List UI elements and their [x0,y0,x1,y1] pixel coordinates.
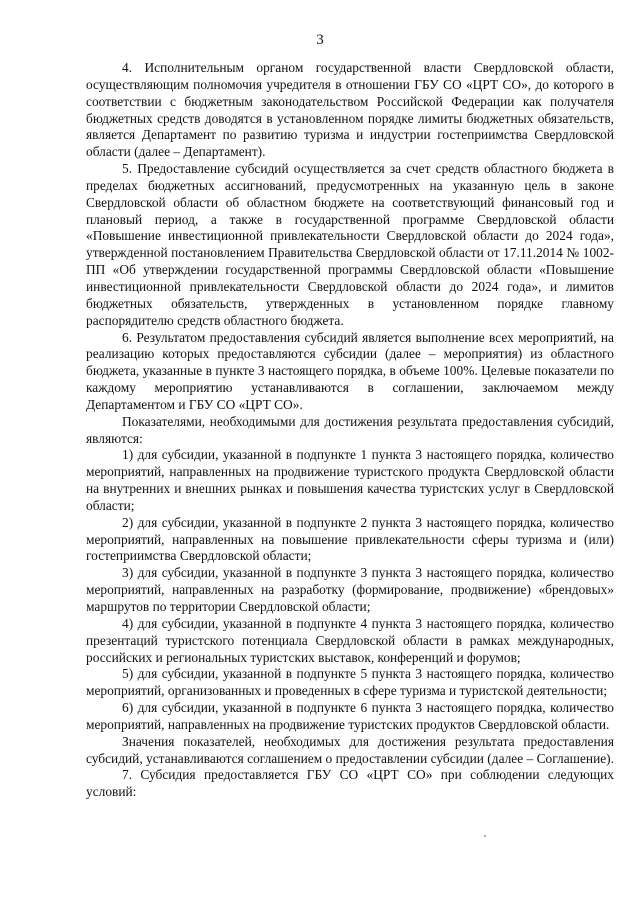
scan-speck [484,835,486,837]
paragraph-4: 4. Исполнительным органом государственной власти Свердловской области, осуществляющим полномочия учредителя в отношении ГБУ СО «ЦРТ СО», до которого в соответствии с бюджетным законодательством Российской Федерации как получателя бюджетных средств доводятся в установленном порядке лимиты бюджетных обязательств, является Департамент по развитию туризма и индустрии гостеприимства Свердловской области (далее – Департамент). [86,60,614,160]
indicator-item-6: 6) для субсидии, указанной в подпункте 6 пункта 3 настоящего порядка, количество мероприятий, направленных на продвижение туристских продуктов Свердловской области. [86,700,614,732]
indicator-item-1: 1) для субсидии, указанной в подпункте 1 пункта 3 настоящего порядка, количество мероприятий, направленных на продвижение туристского продукта Свердловской области на внутренних и внешних рынках и повышения качества туристских услуг в Свердловской области; [86,447,614,513]
indicator-values-paragraph: Значения показателей, необходимых для достижения результата предоставления субсидий, устанавливаются соглашением о предоставлении субсидии (далее – Соглашение). [86,733,614,766]
page-number: 3 [316,32,324,48]
paragraph-5: 5. Предоставление субсидий осуществляется за счет средств областного бюджета в пределах бюджетных ассигнований, предусмотренных на указанную цель в законе Свердловской области об областном бюджете на соответствующий финансовый год и плановый период, а также в государственной программе Свердловской области «Повышение инвестиционной привлекательности Свердловской области до 2024 года», утвержденной постановлением Правительства Свердловской области от 17.11.2014 № 1002-ПП «Об утверждении государственной программы Свердловской области «Повышение инвестиционной привлекательности Свердловской области до 2024 года», и лимитов бюджетных обязательств, утвержденных в установленном порядке главному распорядителю средств областного бюджета. [86,161,614,328]
document-body [86,60,614,801]
paragraph-7: 7. Субсидия предоставляется ГБУ СО «ЦРТ СО» при соблюдении следующих условий: [86,767,614,800]
indicator-item-3: 3) для субсидии, указанной в подпункте 3 пункта 3 настоящего порядка, количество мероприятий, направленных на разработку (формирование, продвижение) «брендовых» маршрутов по территории Свердловской области; [86,565,614,614]
indicator-item-5: 5) для субсидии, указанной в подпункте 5 пункта 3 настоящего порядка, количество мероприятий, организованных и проведенных в сфере туризма и туристской деятельности; [86,666,614,699]
indicator-item-4: 4) для субсидии, указанной в подпункте 4 пункта 3 настоящего порядка, количество презентаций туристского потенциала Свердловской области в рамках международных, российских и региональных туристских выставок, конференций и форумов; [86,615,614,665]
indicators-intro: Показателями, необходимыми для достижения результата предоставления субсидий, являются: [86,413,614,446]
indicator-item-2: 2) для субсидии, указанной в подпункте 2 пункта 3 настоящего порядка, количество мероприятий, направленных на повышение привлекательности сферы туризма и (или) гостеприимства Свердловской области; [86,514,614,564]
paragraph-6: 6. Результатом предоставления субсидий является выполнение всех мероприятий, на реализацию которых предоставляются субсидии (далее – мероприятия) из областного бюджета, указанные в пункте 3 настоящего порядка, в объеме 100%. Целевые показатели по каждому мероприятию устанавливаются в соглашении, заключаемом между Департаментом и ГБУ СО «ЦРТ СО». [86,329,614,412]
